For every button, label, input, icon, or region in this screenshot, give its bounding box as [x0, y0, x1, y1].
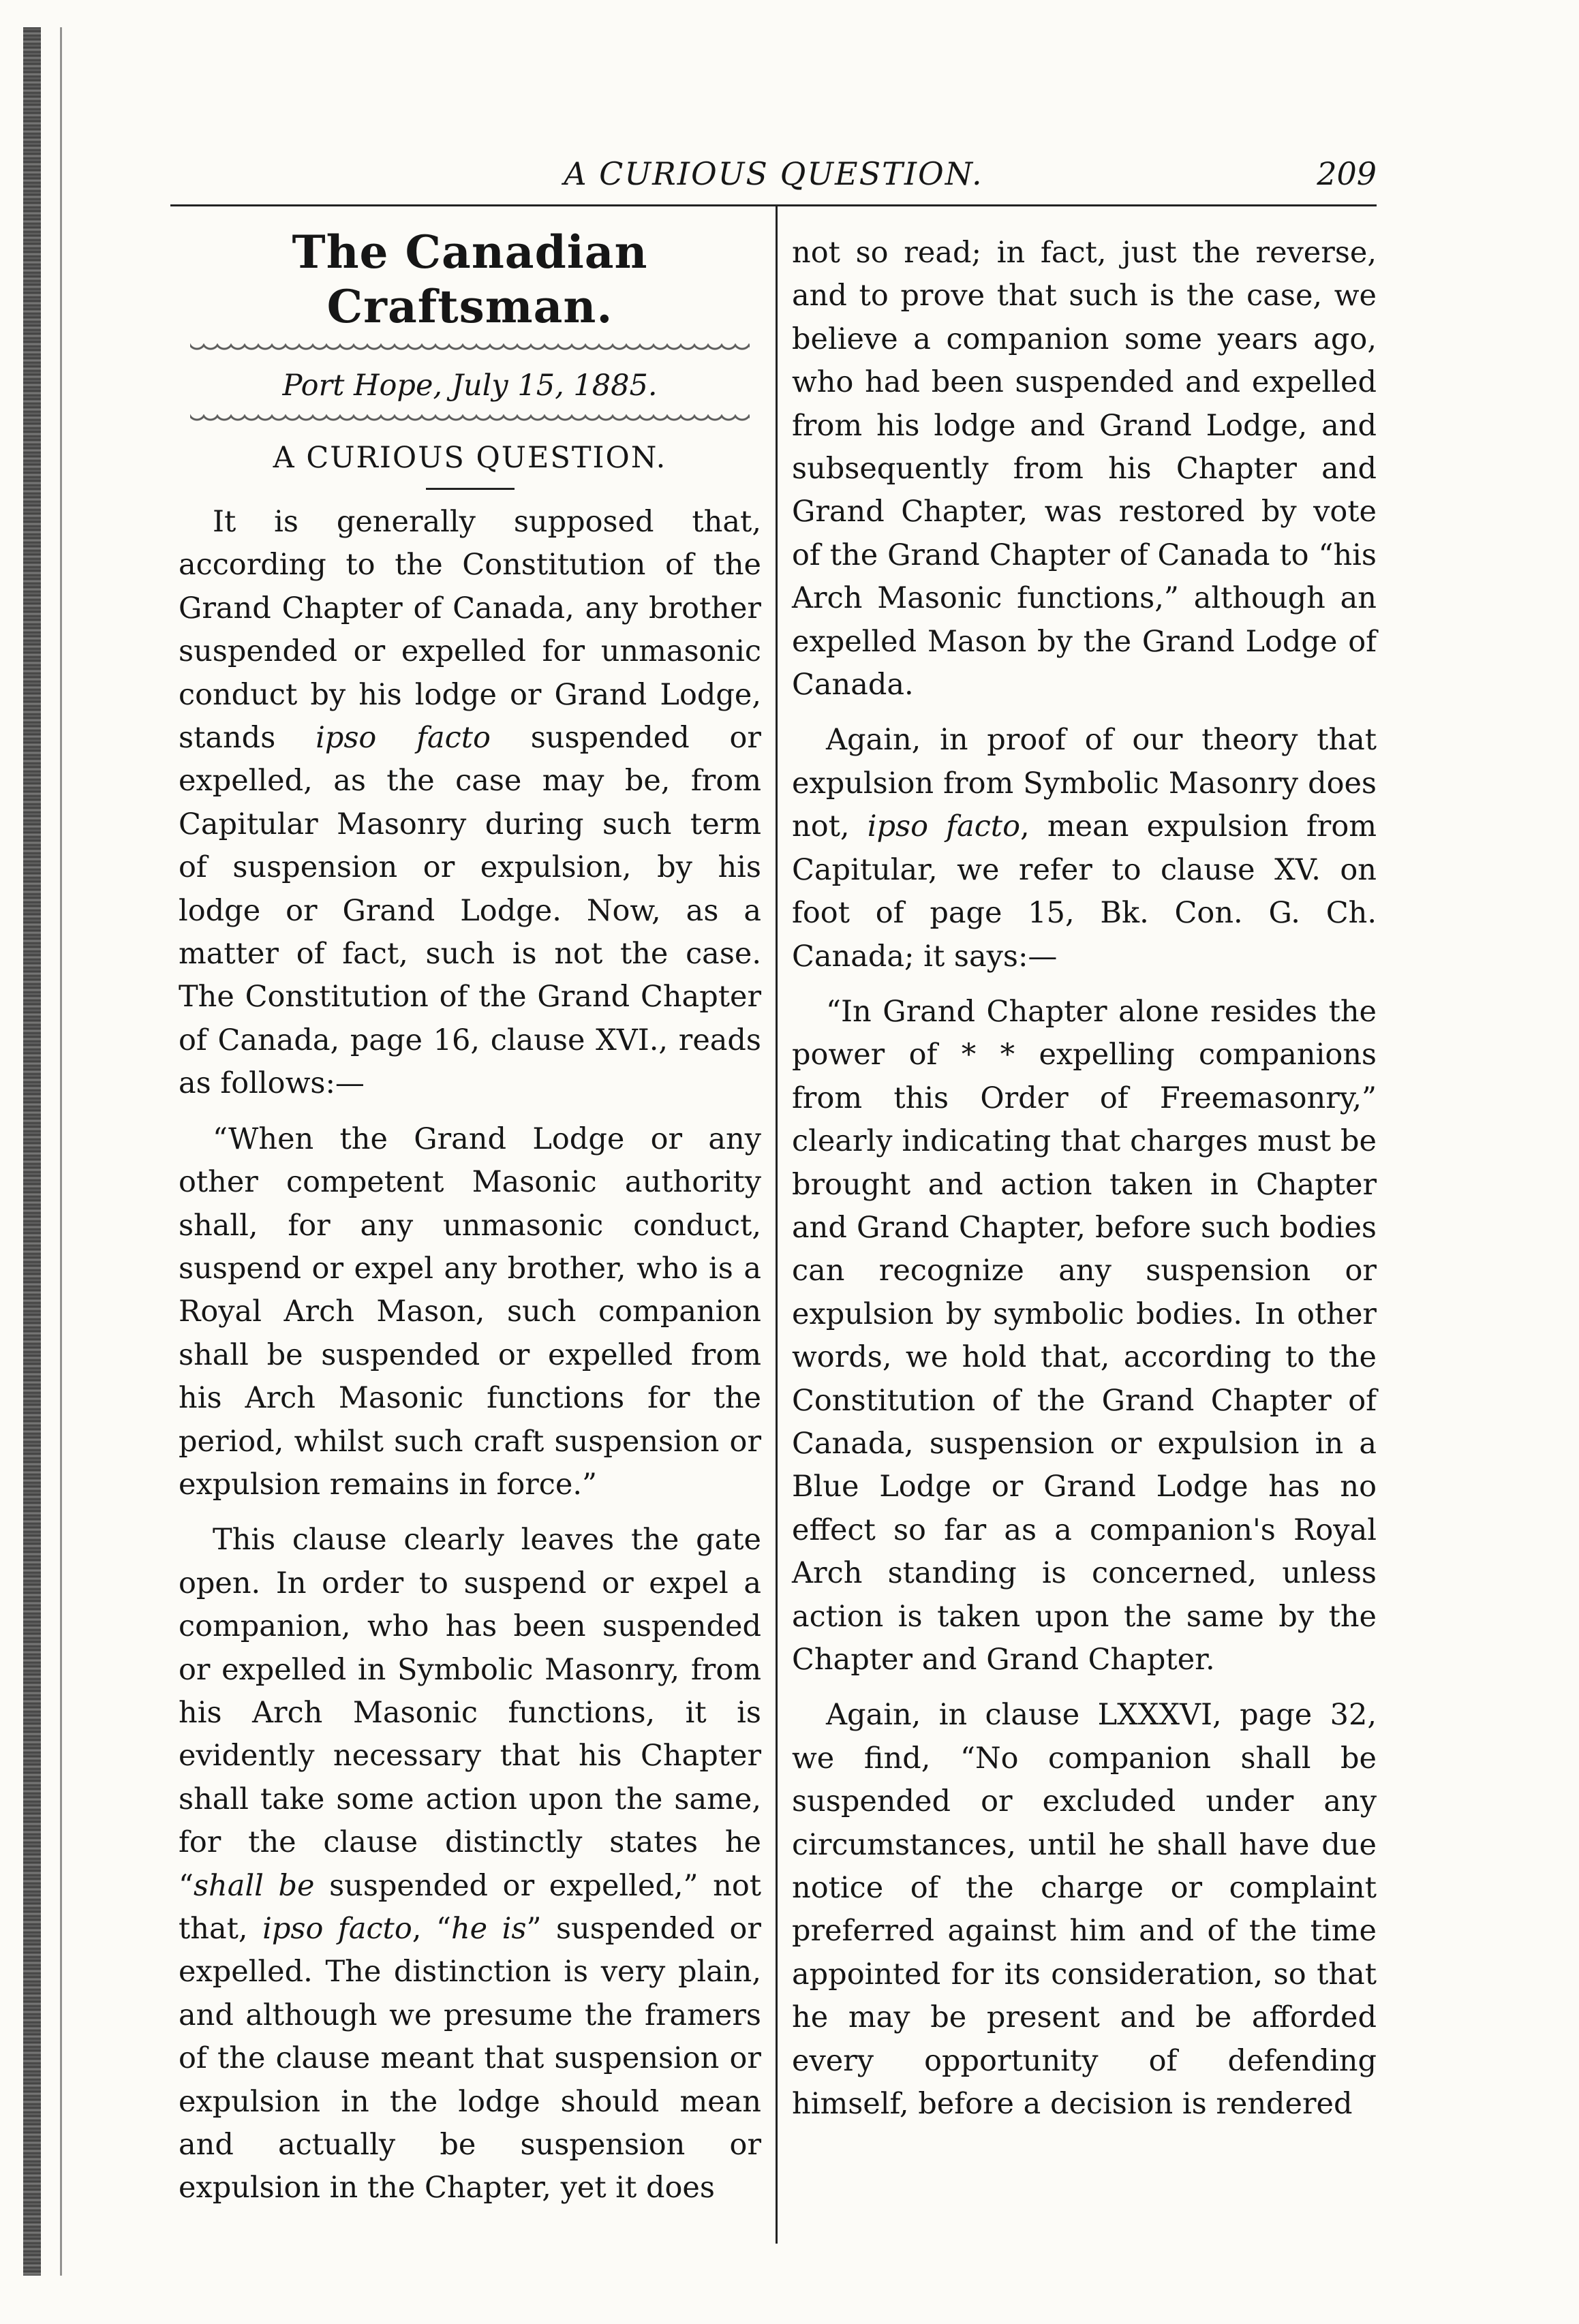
- text-run: Again, in proof of our theory that expulsion from Symbolic Masonry does not,: [792, 723, 1377, 844]
- text-run: ” suspended or expelled. The distinction is very plain, and although we presume the framers of the clause meant that suspension or expulsion in the lodge should mean and actually be suspension or expulsion in the Chapter, yet it does: [179, 1912, 761, 2205]
- paragraph-gate-open: [179, 1519, 761, 2210]
- masthead-title: The Canadian Craftsman.: [292, 226, 648, 333]
- column-divider: [776, 206, 778, 2244]
- text-run: , mean expulsion from Capitular, we refer to clause XV. on foot of page 15, Bk. Con. G. Ch. Canada; it says:—: [792, 809, 1377, 974]
- page-number: 209: [1317, 155, 1377, 192]
- masthead-wavy-rule: [190, 343, 750, 358]
- text-run: It is generally supposed that, according to the Constitution of the Grand Chapter of Canada, any brother suspended or expelled for unmasonic conduct by his lodge or Grand Lodge, stands: [179, 505, 761, 756]
- text-run: , “: [412, 1912, 451, 1946]
- paragraph-quote-grand-chapter: “In Grand Chapter alone resides the power of * * expelling companions from this Order of Freemasonry,” clearly indicating that charges must be brought and action taken in Chapter and Grand Chapter, before such bodies can recognize any suspension or expulsion by symbolic bodies. In other words, we hold that, according to the Constitution of the Grand Chapter of Canada, suspension or expulsion in a Blue Lodge or Grand Lodge has no effect so far as a companion's Royal Arch standing is concerned, unless action is taken upon the same by the Chapter and Grand Chapter.: [792, 994, 1377, 1677]
- running-title: A CURIOUS QUESTION.: [564, 155, 983, 192]
- paragraph-gate-open-continued: not so read; in fact, just the reverse, and to prove that such is the case, we believe a companion some years ago, who had been suspended and expelled from his lodge and Grand Lodge, and subsequently from his Chapter and Grand Chapter, was restored by vote of the Grand Chapter of Canada to “his Arch Masonic functions,” although an expelled Mason by the Grand Lodge of Canada.: [792, 236, 1377, 702]
- text-run-italic: shall be: [193, 1868, 315, 1903]
- text-run-italic: ipso facto: [867, 809, 1020, 844]
- text-run-italic: ipso facto: [316, 721, 491, 756]
- text-run: suspended or expelled,” not that,: [179, 1868, 761, 1946]
- page-header: [170, 150, 1377, 198]
- text-run: This clause clearly leaves the gate open. In order to suspend or expel a companion, who has been suspended or expelled in Symbolic Masonry, from his Arch Masonic functions, it is evidently necessary that his Chapter shall take some action upon the same, for the clause distinctly states he “: [179, 1523, 761, 1903]
- text-run-italic: he is: [450, 1912, 527, 1946]
- text-run: suspended or expelled, as the case may be, from Capitular Masonry during such term of suspension or expulsion, by his lodge or Grand Lodge. Now, as a matter of fact, such is not the case. The Constitution of the Grand Chapter of Canada, page 16, clause XVI., reads as follows:—: [179, 721, 761, 1101]
- left-column: [179, 226, 761, 2210]
- paragraph-quote-clause-xvi: “When the Grand Lodge or any other competent Masonic authority shall, for any unmasonic conduct, suspend or expel any brother, who is a Royal Arch Mason, such companion shall be suspended or expelled from his Arch Masonic functions for the period, whilst such craft suspension or expulsion remains in force.”: [179, 1121, 761, 1502]
- right-column: [792, 232, 1377, 2126]
- paragraph-again-proof: [792, 719, 1377, 978]
- text-run-italic: ipso facto: [262, 1912, 412, 1946]
- page-margin-line: [60, 27, 62, 2276]
- article-title: A CURIOUS QUESTION.: [273, 441, 667, 475]
- paragraph-intro: [179, 501, 761, 1106]
- header-rule: [170, 204, 1377, 206]
- title-rule: [426, 488, 515, 490]
- dateline: Port Hope, July 15, 1885.: [282, 369, 658, 403]
- paragraph-clause-lxxxvi: Again, in clause LXXXVI, page 32, we find, “No companion shall be suspended or excluded under any circumstances, until he shall have due notice of the charge or complaint preferred against him and of the time appointed for its consideration, so that he may be present and be afforded every opportunity of defending himself, before a decision is rendered: [792, 1698, 1377, 2122]
- dateline-wavy-rule: [190, 414, 750, 429]
- page-binding-edge: [23, 27, 41, 2276]
